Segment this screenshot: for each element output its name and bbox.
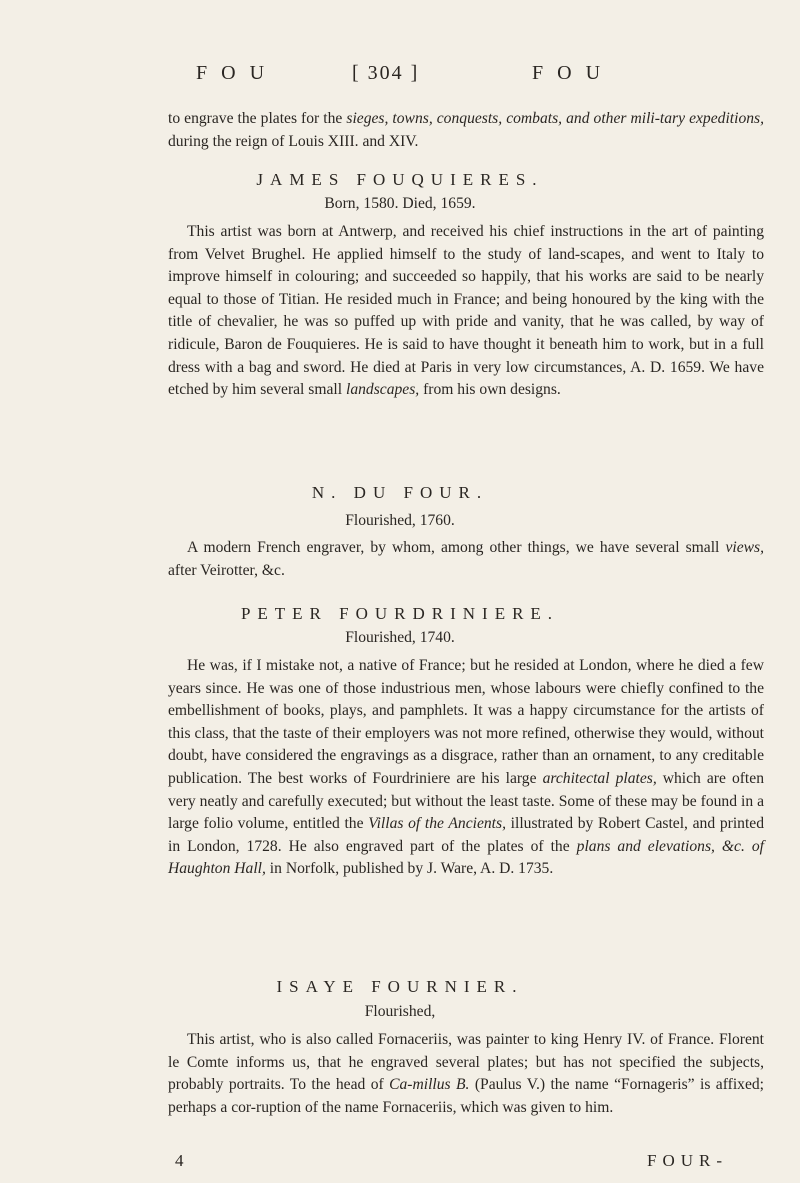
entry-dates: Born, 1580. Died, 1659. — [324, 195, 476, 212]
entry-italic: Villas of the Ancients, — [368, 815, 506, 833]
entry-italic: Ca-millus B. — [389, 1076, 470, 1094]
entry-text: after Veirotter, &c. — [168, 561, 285, 579]
catchword: FOUR- — [647, 1151, 729, 1170]
entry-text: which are often very neatly and carefully executed; but without the least taste. Some of these may be found in a large folio volume, entitled the — [168, 769, 764, 833]
entry-text: This artist was born at Antwerp, and received his chief instructions in the art of painting from Velvet Brughel. He applied himself to the study of land-scapes, and went to Italy to improve himself in colouring; and succeeded so happily, that his works are said to be nearly equal to those of Titian. He resided much in France; and being honoured by the king with the title of chevalier, he was so puffed up with pride and vanity, that he was called, by way of ridicule, Baron de Fouquieres. He is said to have thought it beneath him to work, but in a full dress with a bag and sword. He died at Paris in very low circumstances, A. D. 1659. We have etched by him several small — [168, 223, 764, 399]
entry-name: PETER FOURDRINIERE. — [240, 604, 560, 623]
intro-paragraph — [168, 108, 764, 153]
entry-name: ISAYE FOURNIER. — [276, 977, 524, 996]
entry-italic: plans and elevations, &c. of Haughton Hall, — [168, 837, 764, 878]
entry-body — [168, 1029, 764, 1119]
entry-dates: Flourished, 1760. — [345, 512, 455, 529]
entry-text: (Paulus V.) the name “Fornageris” is affixed; perhaps a cor-ruption of the name Fornaceriis, which was given to him. — [168, 1076, 764, 1116]
entry-name: N. DU FOUR. — [311, 483, 489, 502]
entry-italic: views, — [725, 539, 764, 556]
entry-text: in Norfolk, published by J. Ware, A. D. 1735. — [265, 860, 554, 878]
entry-name: JAMES FOUQUIERES. — [256, 170, 544, 189]
running-header — [0, 62, 800, 92]
entry-text: illustrated by Robert Castel, and printed in London, 1728. He also engraved part of the plates of the — [168, 815, 764, 855]
intro-italic: sieges, towns, conquests, combats, and other mili-tary expeditions, — [346, 110, 765, 127]
entry-text: A modern French engraver, by whom, among other things, we have several small — [187, 539, 726, 556]
entry-body — [168, 537, 764, 582]
entry-dates: Flourished, 1740. — [345, 629, 455, 646]
header-left: FOU — [196, 62, 279, 84]
entry-italic: architectal plates, — [542, 769, 657, 787]
page-footer — [0, 1151, 800, 1177]
entry-text: from his own designs. — [419, 381, 561, 399]
intro-text-b: during the reign of Louis XIII. and XIV. — [168, 132, 419, 150]
entry-body — [168, 221, 764, 402]
entry-body — [168, 655, 764, 881]
header-right: FOU — [532, 62, 615, 84]
entry-text: This artist, who is also called Fornaceriis, was painter to king Henry IV. of France. Florent le Comte informs us, that he engraved several plates; but has not specified the subjects, probably portraits. To the head of — [168, 1031, 764, 1094]
signature-mark: 4 — [175, 1151, 184, 1170]
entry-text: He was, if I mistake not, a native of France; but he resided at London, where he died a few years since. He was one of those industrious men, whose labours were chiefly confined to the embellishment of books, plays, and pamphlets. It was a happy circumstance for the artists of this class, that the taste of their employers was not more refined, otherwise they would, without doubt, have considered the engravings as a disgrace, rather than an ornament, to any creditable publication. The best works of Fourdriniere are his large — [168, 657, 764, 787]
intro-text-a: to engrave the plates for the — [168, 110, 347, 127]
entry-italic: landscapes, — [345, 381, 420, 399]
page-number: [ 304 ] — [352, 62, 420, 84]
entry-dates: Flourished, — [364, 1003, 436, 1020]
